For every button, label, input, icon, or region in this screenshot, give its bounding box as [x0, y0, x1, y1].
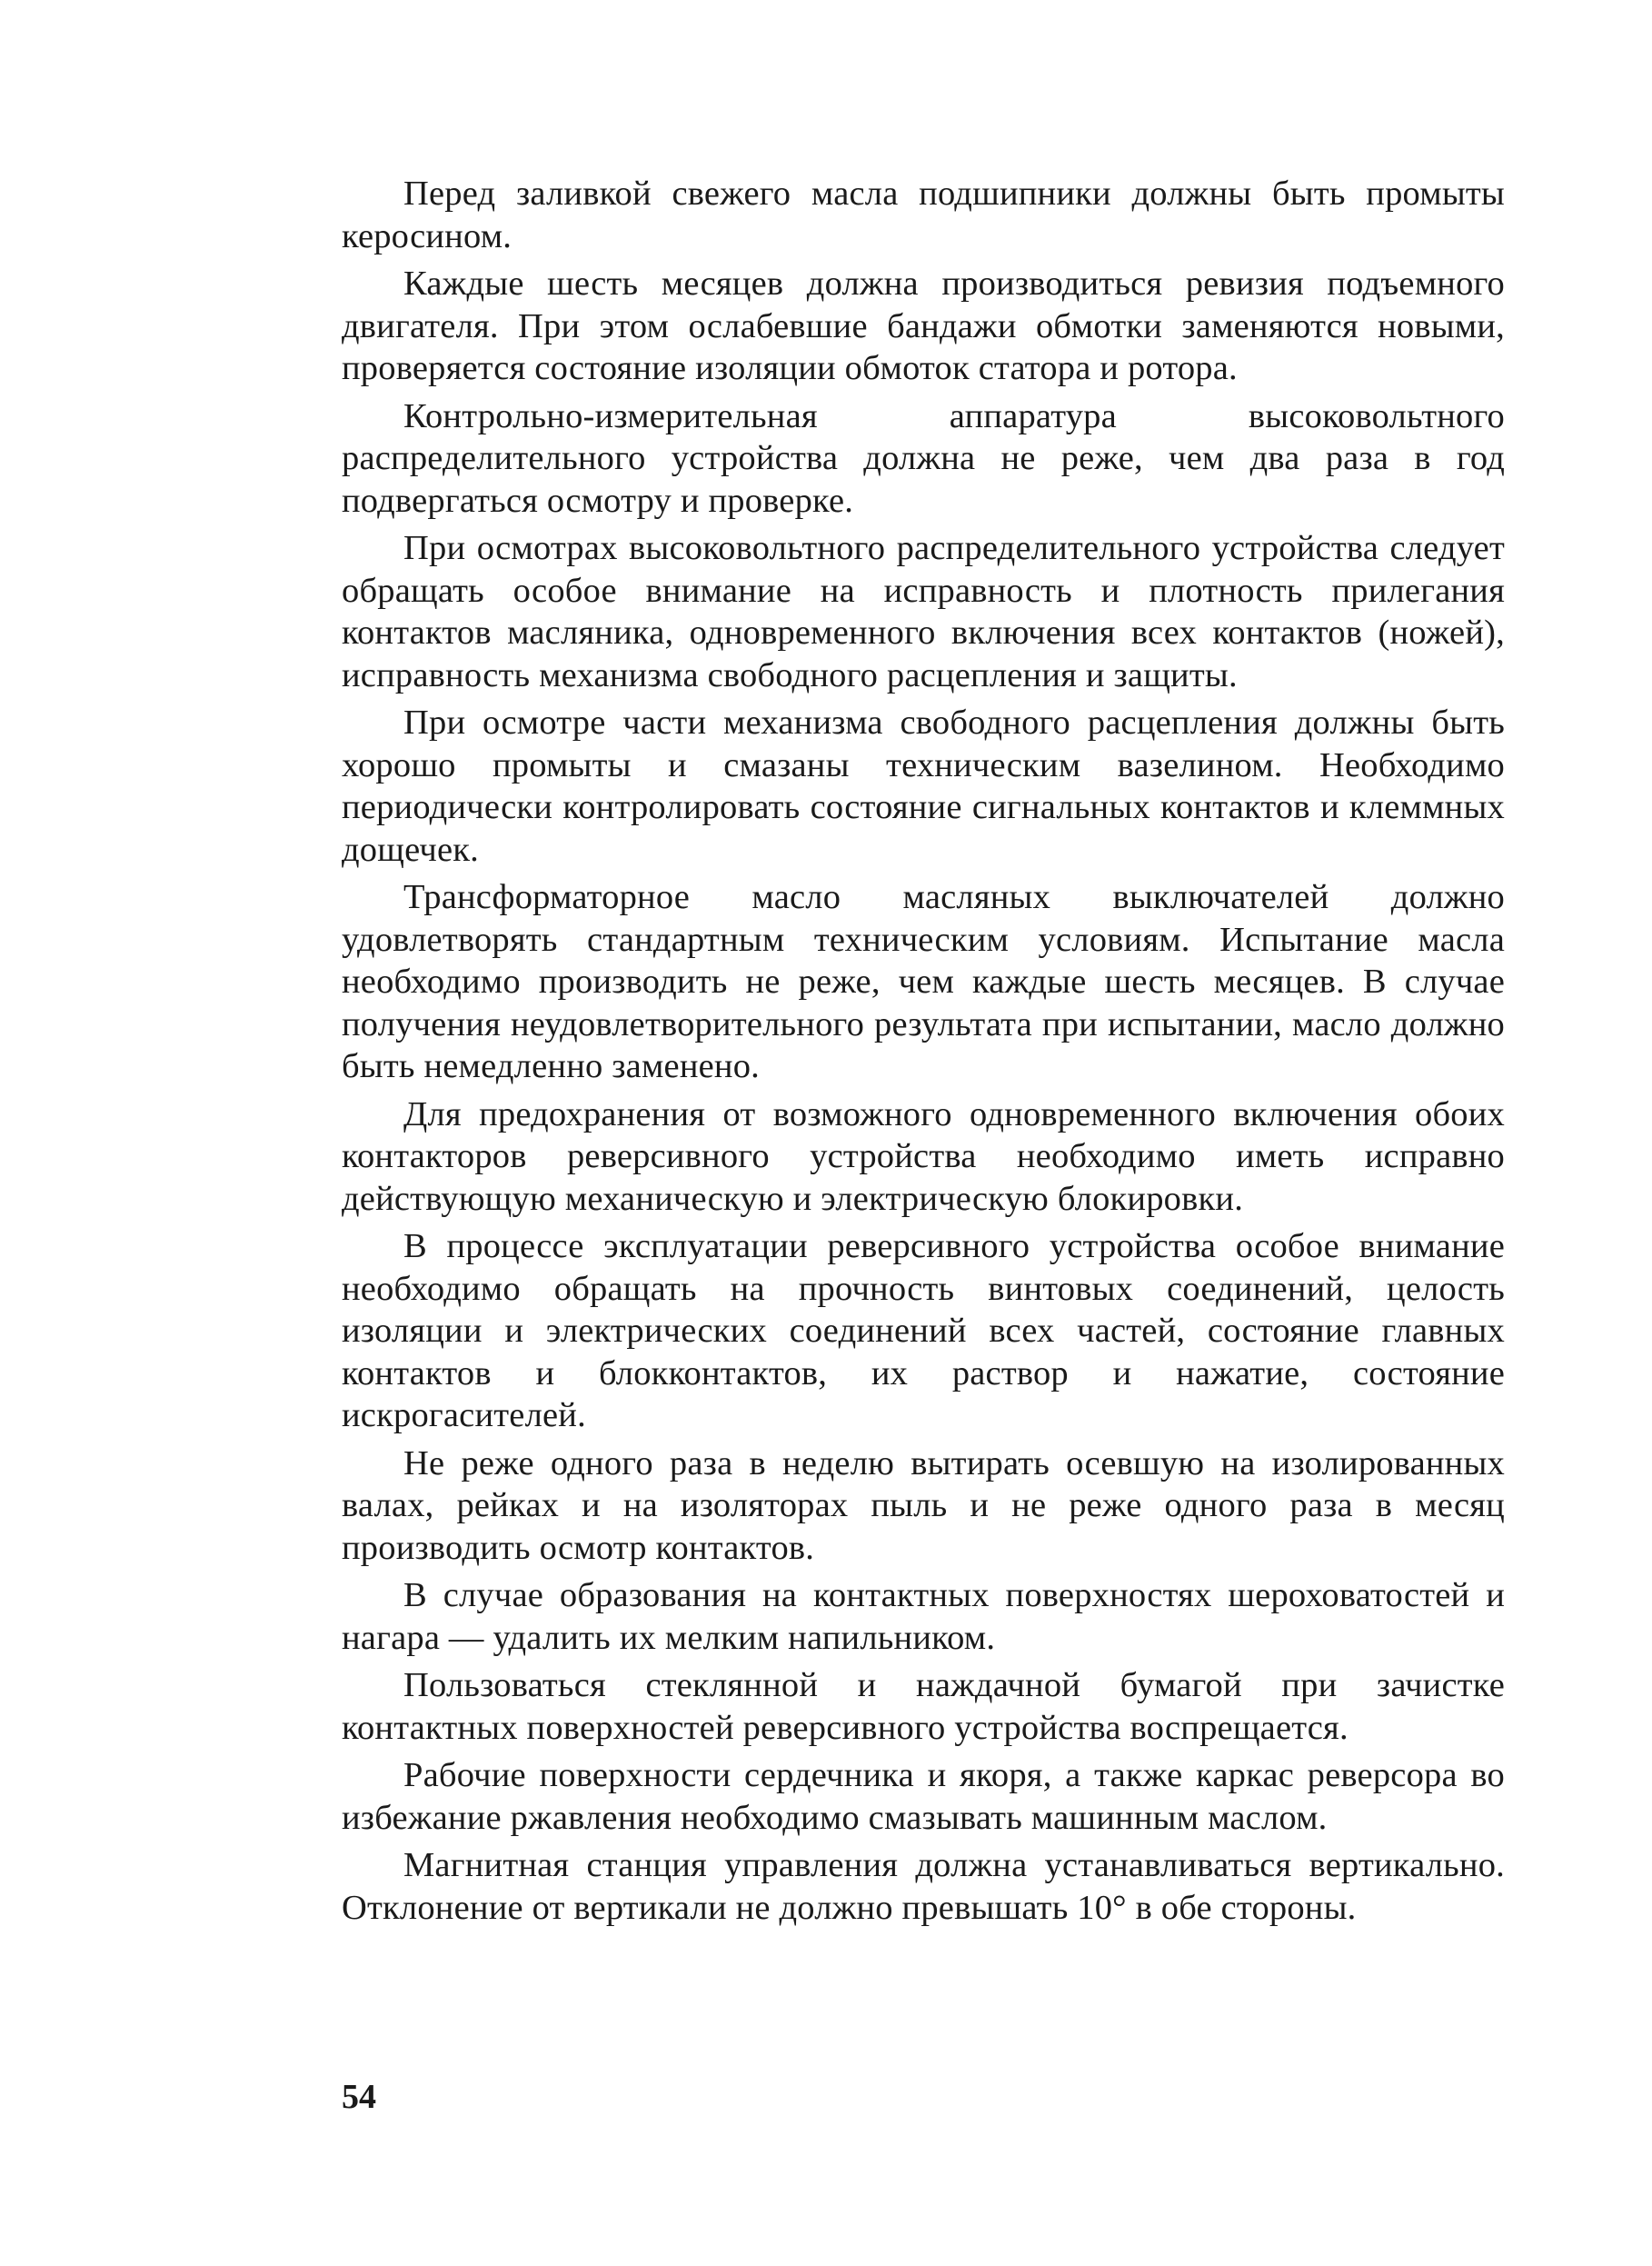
paragraph: Пользоваться стеклянной и наждачной бумагой при зачистке контактных поверхностей реверсивного устройства воспрещается.	[342, 1666, 1505, 1747]
paragraph: Не реже одного раза в неделю вытирать осевшую на изолированных валах, рейках и на изоляторах пыль и не реже одного раза в месяц производить осмотр контактов.	[342, 1443, 1505, 1567]
page-number: 54	[342, 2078, 376, 2116]
paragraph: Перед заливкой свежего масла подшипники должны быть промыты керосином.	[342, 175, 1505, 255]
paragraph: Для предохранения от возможного одновременного включения обоих контакторов реверсивного устройства необходимо иметь исправно действующую механическую и электрическую блокировки.	[342, 1094, 1505, 1218]
paragraph: В процессе эксплуатации реверсивного устройства особое внимание необходимо обращать на прочность винтовых соединений, целость изоляции и электрических соединений всех частей, состояние главных контактов и блокконтактов, их раствор и нажатие, состояние искрогасителей.	[342, 1227, 1505, 1434]
paragraph: При осмотрах высоковольтного распределительного устройства следует обращать особое внимание на исправность и плотность прилегания контактов масляника, одновременного включения всех контактов (ножей), исправность механизма свободного расцепления и защиты.	[342, 529, 1505, 694]
body-text	[342, 173, 1505, 1934]
paragraph: Трансформаторное масло масляных выключателей должно удовлетворять стандартным техническим условиям. Испытание масла необходимо производить не реже, чем каждые шесть месяцев. В случае получения неудовлетворительного результата при испытании, масло должно быть немедленно заменено.	[342, 878, 1505, 1085]
paragraph: Рабочие поверхности сердечника и якоря, а также каркас реверсора во избежание ржавления необходимо смазывать машинным маслом.	[342, 1756, 1505, 1837]
paragraph: В случае образования на контактных поверхностях шероховатостей и нагара — удалить их мелким напильником.	[342, 1576, 1505, 1657]
paragraph: Контрольно-измерительная аппаратура высоковольтного распределительного устройства должна не реже, чем два раза в год подвергаться осмотру и проверке.	[342, 396, 1505, 520]
paragraph: Каждые шесть месяцев должна производиться ревизия подъемного двигателя. При этом ослабевшие бандажи обмотки заменяются новыми, проверяется состояние изоляции обмоток статора и ротора.	[342, 265, 1505, 387]
paragraph: Магнитная станция управления должна устанавливаться вертикально. Отклонение от вертикали не должно превышать 10° в обе стороны.	[342, 1846, 1505, 1927]
paragraph: При осмотре части механизма свободного расцепления должны быть хорошо промыты и смазаны техническим вазелином. Необходимо периодически контролировать состояние сигнальных контактов и клеммных дощечек.	[342, 704, 1505, 869]
